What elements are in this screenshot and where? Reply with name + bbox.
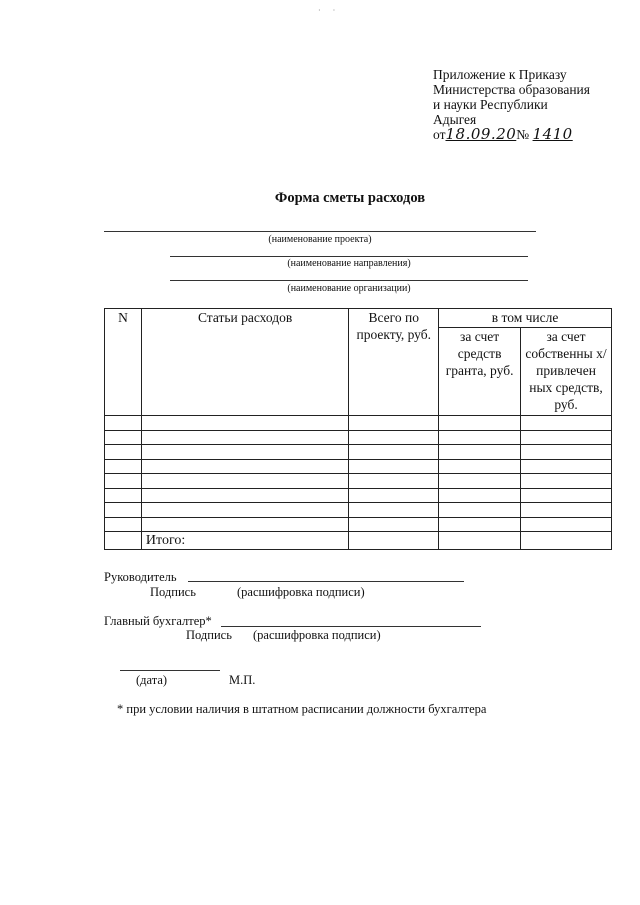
table-cell <box>105 517 142 532</box>
appendix-block <box>433 67 613 142</box>
table-cell <box>349 445 439 460</box>
handwritten-number: 1410 <box>532 125 573 143</box>
col-header-n: N <box>105 309 142 416</box>
estimate-table <box>104 308 612 550</box>
header-row-1 <box>105 309 612 328</box>
table-cell <box>141 459 348 474</box>
head-signature-line <box>188 581 464 582</box>
head-label: Руководитель <box>104 570 177 584</box>
table-cell <box>439 517 521 532</box>
table-cell <box>141 416 348 431</box>
table-cell <box>141 517 348 532</box>
appendix-date-line <box>433 127 613 142</box>
table-cell <box>439 488 521 503</box>
table-row <box>105 517 612 532</box>
table-cell <box>349 503 439 518</box>
total-cell-own <box>521 532 612 550</box>
project-caption: (наименование проекта) <box>268 234 372 245</box>
table-cell <box>521 445 612 460</box>
table-cell <box>105 503 142 518</box>
table-cell <box>521 459 612 474</box>
page-title: Форма сметы расходов <box>274 190 426 206</box>
table-cell <box>349 488 439 503</box>
head-decode-caption: (расшифровка подписи) <box>237 585 365 599</box>
table-cell <box>105 445 142 460</box>
table-row <box>105 430 612 445</box>
table-cell <box>105 430 142 445</box>
date-line <box>120 670 220 671</box>
scan-marks: · · <box>318 6 336 15</box>
col-header-total: Всего по проекту, руб. <box>349 309 439 416</box>
table-cell <box>521 474 612 489</box>
table-row <box>105 416 612 431</box>
accountant-signature-line <box>221 626 481 627</box>
table-cell <box>141 445 348 460</box>
total-cell-n <box>105 532 142 550</box>
organization-caption: (наименование организации) <box>287 283 411 294</box>
date-prefix: от <box>433 127 446 142</box>
table-cell <box>439 445 521 460</box>
project-name-line <box>104 231 536 232</box>
table-cell <box>439 474 521 489</box>
table-cell <box>141 503 348 518</box>
table-cell <box>349 474 439 489</box>
appendix-line-3: и науки Республики <box>433 97 548 112</box>
col-header-own: за счет собственны х/привлечен ных средств, руб. <box>521 327 612 415</box>
appendix-line-1: Приложение к Приказу <box>433 67 567 82</box>
date-caption: (дата) <box>136 673 168 687</box>
table-cell <box>105 459 142 474</box>
col-header-including: в том числе <box>439 309 612 328</box>
table-cell <box>349 430 439 445</box>
table-cell <box>439 430 521 445</box>
table-cell <box>521 517 612 532</box>
number-prefix: № <box>516 127 530 142</box>
table-cell <box>105 474 142 489</box>
table-cell <box>521 488 612 503</box>
table-row <box>105 445 612 460</box>
table-cell <box>439 503 521 518</box>
accountant-decode-caption: (расшифровка подписи) <box>253 628 381 642</box>
total-row <box>105 532 612 550</box>
appendix-line-2: Министерства образования <box>433 82 590 97</box>
table-cell <box>349 416 439 431</box>
table-cell <box>521 503 612 518</box>
footnote: * при условии наличия в штатном расписании должности бухгалтера <box>117 702 487 716</box>
table-body <box>105 416 612 532</box>
table-cell <box>141 474 348 489</box>
table-cell <box>349 459 439 474</box>
table-cell <box>349 517 439 532</box>
table-cell <box>521 430 612 445</box>
direction-name-line <box>170 256 528 257</box>
table-row <box>105 488 612 503</box>
table-cell <box>141 430 348 445</box>
stamp-caption: М.П. <box>229 673 256 687</box>
table-cell <box>105 488 142 503</box>
accountant-label: Главный бухгалтер* <box>104 614 212 628</box>
handwritten-date: 18.09.20 <box>445 125 517 143</box>
col-header-items: Статьи расходов <box>141 309 348 416</box>
table-row <box>105 474 612 489</box>
total-label: Итого: <box>141 532 348 550</box>
table-cell <box>141 488 348 503</box>
table-cell <box>439 416 521 431</box>
table-cell <box>105 416 142 431</box>
total-cell-grant <box>439 532 521 550</box>
table-cell <box>439 459 521 474</box>
direction-caption: (наименование направления) <box>287 258 411 269</box>
total-cell-total <box>349 532 439 550</box>
table-row <box>105 503 612 518</box>
organization-name-line <box>170 280 528 281</box>
accountant-sign-caption: Подпись <box>186 628 232 642</box>
head-sign-caption: Подпись <box>150 585 196 599</box>
col-header-grant: за счет средств гранта, руб. <box>439 327 521 415</box>
appendix-line-4: Адыгея <box>433 112 477 127</box>
table-cell <box>521 416 612 431</box>
table-row <box>105 459 612 474</box>
